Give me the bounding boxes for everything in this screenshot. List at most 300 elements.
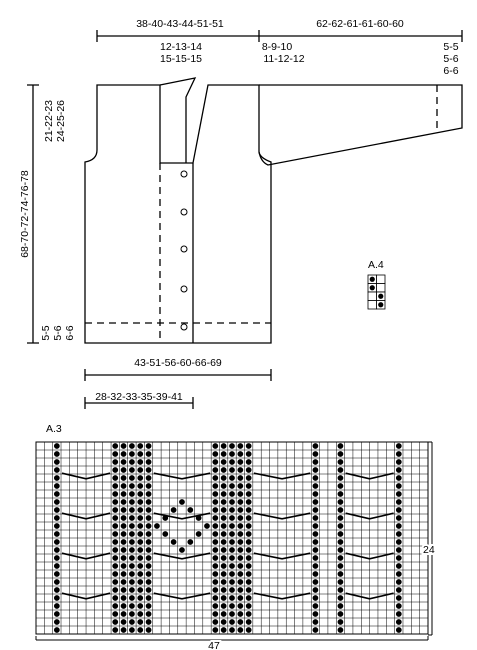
- a3-dot: [146, 563, 152, 569]
- a3-dot: [229, 467, 235, 473]
- a3-dot: [112, 523, 118, 529]
- a3-dot: [338, 555, 344, 561]
- a3-dot: [212, 499, 218, 505]
- a3-dot: [229, 619, 235, 625]
- a3-dot: [179, 547, 185, 553]
- a3-dot: [121, 619, 127, 625]
- a3-dot: [146, 619, 152, 625]
- a3-dot: [146, 475, 152, 481]
- a3-dot: [137, 523, 143, 529]
- a3-dot: [137, 483, 143, 489]
- a3-dot: [229, 507, 235, 513]
- a3-dot: [221, 571, 227, 577]
- a3-dot: [338, 467, 344, 473]
- a3-dot: [146, 515, 152, 521]
- a3-dot: [221, 467, 227, 473]
- a3-dot: [54, 451, 60, 457]
- a3-dot: [146, 579, 152, 585]
- a3-dot: [237, 547, 243, 553]
- a3-dot: [54, 587, 60, 593]
- a3-dot: [246, 587, 252, 593]
- a3-dot: [229, 475, 235, 481]
- a3-dot: [229, 491, 235, 497]
- a3-dot: [121, 579, 127, 585]
- a3-dot: [54, 467, 60, 473]
- chart-a3-width-bracket: [36, 636, 428, 640]
- a3-dot: [313, 627, 319, 633]
- a3-dot: [313, 467, 319, 473]
- a3-dot: [121, 499, 127, 505]
- a3-dot: [54, 523, 60, 529]
- a3-dot: [121, 595, 127, 601]
- a3-dot: [212, 619, 218, 625]
- a3-dot: [396, 531, 402, 537]
- a3-dot: [137, 611, 143, 617]
- a3-dot: [246, 499, 252, 505]
- a3-dot: [338, 539, 344, 545]
- a3-dot: [313, 515, 319, 521]
- a3-dot: [146, 627, 152, 633]
- a3-dot: [313, 611, 319, 617]
- body-outline: [85, 85, 271, 343]
- a3-dot: [338, 459, 344, 465]
- a3-dot: [396, 499, 402, 505]
- a3-dot: [221, 539, 227, 545]
- a3-dot: [237, 587, 243, 593]
- a3-dot: [146, 483, 152, 489]
- a3-dot: [137, 547, 143, 553]
- a3-dot: [237, 595, 243, 601]
- a3-dot: [137, 459, 143, 465]
- a3-dot: [396, 603, 402, 609]
- a3-dot: [121, 483, 127, 489]
- a3-dot: [171, 507, 177, 513]
- label-cuff-1: 5-5: [443, 41, 459, 53]
- a3-dot: [121, 491, 127, 497]
- a3-dot: [212, 451, 218, 457]
- a3-dot: [212, 483, 218, 489]
- label-total-length: 68-70-72-74-76-78: [19, 170, 31, 258]
- a3-dot: [396, 491, 402, 497]
- a3-dot: [338, 547, 344, 553]
- a3-dot: [146, 523, 152, 529]
- a3-dot: [54, 483, 60, 489]
- chart-a3-width-label: 47: [208, 640, 220, 650]
- a3-dot: [129, 483, 135, 489]
- a3-dot: [237, 443, 243, 449]
- a3-dot: [237, 563, 243, 569]
- a3-dot: [129, 451, 135, 457]
- a3-dot: [229, 515, 235, 521]
- a3-dot: [54, 539, 60, 545]
- button: [181, 209, 187, 215]
- a3-dot: [129, 515, 135, 521]
- a3-dot: [396, 555, 402, 561]
- label-body-width-top: 38-40-43-44-51-51: [136, 18, 224, 30]
- a3-dot: [212, 475, 218, 481]
- a3-dot: [221, 515, 227, 521]
- a3-dot: [129, 539, 135, 545]
- a3-dot: [221, 483, 227, 489]
- collar-flap: [160, 78, 195, 163]
- a4-cell: [368, 301, 377, 310]
- a3-dot: [229, 523, 235, 529]
- a3-dot: [229, 595, 235, 601]
- a3-dot: [313, 443, 319, 449]
- a3-dot: [187, 539, 193, 545]
- a3-dot: [237, 523, 243, 529]
- a3-dot: [121, 539, 127, 545]
- a3-dot: [129, 459, 135, 465]
- label-cuff-2: 5-6: [443, 53, 459, 65]
- a3-dot: [246, 603, 252, 609]
- a4-cell: [377, 275, 386, 284]
- a3-dot: [237, 499, 243, 505]
- a3-dot: [221, 491, 227, 497]
- a3-dot: [246, 483, 252, 489]
- a3-dot: [229, 547, 235, 553]
- a3-dot: [338, 483, 344, 489]
- label-collar-1: 8-9-10: [261, 41, 293, 53]
- a3-dot: [171, 539, 177, 545]
- a3-dot: [112, 611, 118, 617]
- a3-dot: [246, 571, 252, 577]
- a3-dot: [313, 475, 319, 481]
- a3-dot: [221, 579, 227, 585]
- a3-dot: [221, 475, 227, 481]
- a3-dot: [154, 523, 160, 529]
- a3-dot: [121, 507, 127, 513]
- a3-dot: [396, 611, 402, 617]
- a3-dot: [137, 619, 143, 625]
- a3-dot: [137, 563, 143, 569]
- a3-dot: [221, 507, 227, 513]
- a3-dot: [229, 563, 235, 569]
- a3-dot: [396, 475, 402, 481]
- button: [181, 324, 187, 330]
- a3-dot: [313, 451, 319, 457]
- a3-dot: [129, 571, 135, 577]
- a3-dot: [146, 587, 152, 593]
- a3-dot: [221, 531, 227, 537]
- a3-dot: [313, 499, 319, 505]
- a3-dot: [229, 443, 235, 449]
- a3-dot: [221, 587, 227, 593]
- a3-dot: [129, 523, 135, 529]
- a3-dot: [146, 547, 152, 553]
- a3-dot: [338, 579, 344, 585]
- a3-dot: [212, 515, 218, 521]
- a3-dot: [338, 451, 344, 457]
- a3-dot: [396, 595, 402, 601]
- a3-dot: [246, 475, 252, 481]
- a3-dot: [338, 627, 344, 633]
- a3-dot: [146, 531, 152, 537]
- a3-dot: [146, 459, 152, 465]
- a3-dot: [237, 619, 243, 625]
- a3-dot: [313, 523, 319, 529]
- a3-dot: [237, 627, 243, 633]
- sleeve-outline: [259, 85, 462, 165]
- a3-dot: [338, 515, 344, 521]
- a3-dot: [237, 539, 243, 545]
- chart-a3-height-bracket: [428, 442, 432, 635]
- a3-dot: [229, 571, 235, 577]
- a3-dot: [313, 547, 319, 553]
- a3-dot: [137, 467, 143, 473]
- a3-dot: [112, 571, 118, 577]
- a3-dot: [221, 595, 227, 601]
- a3-dot: [146, 539, 152, 545]
- a3-dot: [54, 507, 60, 513]
- button: [181, 286, 187, 292]
- a3-dot: [246, 459, 252, 465]
- a3-dot: [246, 523, 252, 529]
- a4-cell: [377, 284, 386, 293]
- a3-dot: [112, 563, 118, 569]
- a3-dot: [229, 451, 235, 457]
- a3-dot: [396, 459, 402, 465]
- a3-dot: [313, 459, 319, 465]
- a3-dot: [338, 531, 344, 537]
- a3-dot: [121, 563, 127, 569]
- a3-dot: [54, 563, 60, 569]
- a3-dot: [313, 619, 319, 625]
- a4-dot: [378, 294, 383, 299]
- a3-dot: [246, 547, 252, 553]
- a3-dot: [246, 627, 252, 633]
- a3-dot: [54, 571, 60, 577]
- a3-dot: [396, 523, 402, 529]
- a3-dot: [246, 595, 252, 601]
- a3-dot: [121, 587, 127, 593]
- label-bottom-width: 43-51-56-60-66-69: [134, 357, 222, 369]
- a3-dot: [54, 603, 60, 609]
- a3-dot: [112, 603, 118, 609]
- a3-dot: [137, 507, 143, 513]
- a3-dot: [313, 563, 319, 569]
- a3-dot: [229, 587, 235, 593]
- garment-schematic: [27, 30, 462, 409]
- a3-dot: [212, 571, 218, 577]
- label-collar-2: 11-12-12: [263, 53, 305, 65]
- dim-bottom-line: [85, 369, 271, 381]
- a3-dot: [54, 579, 60, 585]
- a3-dot: [129, 627, 135, 633]
- a4-cell: [368, 292, 377, 301]
- a3-dot: [246, 467, 252, 473]
- a3-dot: [129, 499, 135, 505]
- a3-dot: [129, 507, 135, 513]
- a3-dot: [121, 459, 127, 465]
- a3-dot: [146, 499, 152, 505]
- a3-dot: [237, 531, 243, 537]
- a3-dot: [246, 611, 252, 617]
- a3-dot: [146, 555, 152, 561]
- a3-dot: [221, 627, 227, 633]
- a3-dot: [396, 619, 402, 625]
- a3-dot: [338, 523, 344, 529]
- a3-dot: [338, 603, 344, 609]
- a3-dot: [212, 579, 218, 585]
- a3-dot: [112, 555, 118, 561]
- a3-dot: [396, 443, 402, 449]
- a3-dot: [237, 515, 243, 521]
- a3-dot: [221, 443, 227, 449]
- chart-a4-grid: [368, 275, 385, 309]
- a3-dot: [313, 555, 319, 561]
- a3-dot: [121, 443, 127, 449]
- a3-dot: [129, 475, 135, 481]
- a3-dot: [212, 443, 218, 449]
- a3-dot: [396, 451, 402, 457]
- a3-dot: [137, 499, 143, 505]
- label-neck-width-1: 12-13-14: [159, 41, 203, 53]
- a3-dot: [121, 451, 127, 457]
- a3-dot: [246, 491, 252, 497]
- a3-dot: [112, 499, 118, 505]
- a3-dot: [246, 555, 252, 561]
- a3-dot: [396, 515, 402, 521]
- a3-dot: [54, 595, 60, 601]
- label-cuff-3: 6-6: [443, 65, 459, 77]
- label-edge-3: 6-6: [64, 325, 76, 341]
- a3-dot: [162, 531, 168, 537]
- a3-dot: [229, 531, 235, 537]
- a3-dot: [121, 547, 127, 553]
- a3-dot: [212, 555, 218, 561]
- a3-dot: [221, 523, 227, 529]
- a3-dot: [221, 555, 227, 561]
- a3-dot: [313, 491, 319, 497]
- a3-dot: [212, 611, 218, 617]
- a3-dot: [54, 555, 60, 561]
- a3-dot: [246, 579, 252, 585]
- chart-a3-height-label: 24: [423, 544, 435, 556]
- a3-dot: [396, 483, 402, 489]
- a3-dot: [121, 571, 127, 577]
- a3-dot: [338, 499, 344, 505]
- a3-dot: [121, 555, 127, 561]
- a3-dot: [137, 531, 143, 537]
- a3-dot: [221, 451, 227, 457]
- label-armhole-2: 24-25-26: [55, 99, 67, 143]
- a3-dot: [137, 443, 143, 449]
- a3-dot: [137, 475, 143, 481]
- a3-dot: [196, 531, 202, 537]
- a3-dot: [212, 563, 218, 569]
- a3-dot: [212, 539, 218, 545]
- a3-dot: [137, 603, 143, 609]
- a3-dot: [338, 587, 344, 593]
- a3-dot: [112, 547, 118, 553]
- a3-dot: [121, 531, 127, 537]
- a3-dot: [229, 603, 235, 609]
- a3-dot: [338, 595, 344, 601]
- label-neck-width-2: 15-15-15: [159, 53, 203, 65]
- a3-dot: [212, 467, 218, 473]
- a3-dot: [221, 563, 227, 569]
- a3-dot: [112, 491, 118, 497]
- a3-dot: [137, 627, 143, 633]
- a3-dot: [146, 467, 152, 473]
- a3-dot: [221, 619, 227, 625]
- a3-dot: [212, 547, 218, 553]
- a3-dot: [212, 627, 218, 633]
- a3-dot: [237, 571, 243, 577]
- a3-dot: [229, 555, 235, 561]
- a3-dot: [338, 611, 344, 617]
- a3-dot: [396, 467, 402, 473]
- a3-dot: [313, 531, 319, 537]
- a3-dot: [396, 547, 402, 553]
- a3-dot: [221, 603, 227, 609]
- chart-a3-label: A.3: [46, 423, 62, 435]
- a3-dot: [146, 451, 152, 457]
- button: [181, 171, 187, 177]
- a3-dot: [129, 595, 135, 601]
- a3-dot: [129, 547, 135, 553]
- a3-dot: [212, 587, 218, 593]
- a3-dot: [54, 531, 60, 537]
- a3-dot: [237, 459, 243, 465]
- a3-dot: [54, 547, 60, 553]
- a3-dot: [229, 539, 235, 545]
- a3-dot: [221, 499, 227, 505]
- a3-dot: [129, 531, 135, 537]
- a3-dot: [221, 459, 227, 465]
- a3-dot: [396, 571, 402, 577]
- a3-dot: [112, 459, 118, 465]
- a3-dot: [146, 611, 152, 617]
- a3-dot: [338, 491, 344, 497]
- a3-dot: [237, 579, 243, 585]
- a3-dot: [212, 595, 218, 601]
- a3-dot: [338, 619, 344, 625]
- a3-dot: [212, 491, 218, 497]
- a3-dot: [237, 467, 243, 473]
- a3-dot: [112, 587, 118, 593]
- a3-dot: [246, 619, 252, 625]
- a3-dot: [54, 611, 60, 617]
- label-armhole-1: 21-22-23: [43, 99, 55, 143]
- a3-dot: [54, 627, 60, 633]
- a3-dot: [313, 571, 319, 577]
- a3-dot: [129, 443, 135, 449]
- a3-dot: [54, 459, 60, 465]
- a3-dot: [112, 475, 118, 481]
- a3-dot: [137, 451, 143, 457]
- a3-dot: [129, 491, 135, 497]
- a3-dot: [229, 627, 235, 633]
- a3-dot: [237, 507, 243, 513]
- a3-dot: [137, 595, 143, 601]
- a3-dot: [112, 467, 118, 473]
- a3-dot: [212, 531, 218, 537]
- a3-dot: [129, 619, 135, 625]
- a3-dot: [121, 475, 127, 481]
- a3-dot: [237, 475, 243, 481]
- a3-dot: [129, 467, 135, 473]
- a3-dot: [313, 507, 319, 513]
- a3-dot: [246, 515, 252, 521]
- label-edge-1: 5-5: [40, 325, 52, 341]
- a3-dot: [396, 579, 402, 585]
- chart-a3-grid: [36, 442, 428, 634]
- a3-dot: [237, 555, 243, 561]
- a3-dot: [396, 539, 402, 545]
- a3-dot: [54, 443, 60, 449]
